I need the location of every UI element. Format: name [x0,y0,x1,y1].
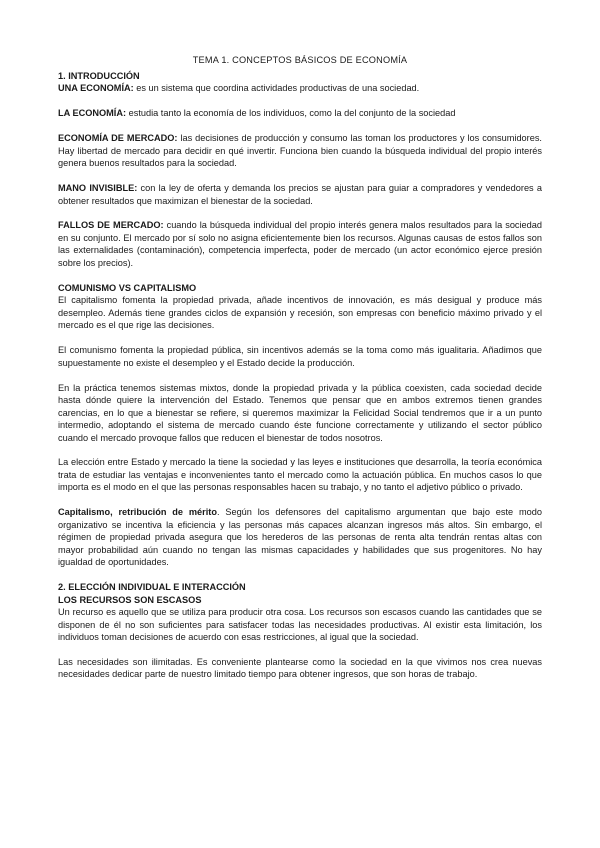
paragraph-economia-de-mercado [58,132,542,170]
paragraph-sistemas-mixtos: En la práctica tenemos sistemas mixtos, donde la propiedad privada y la pública coexisten, cada sociedad decide hasta dónde quiere la intervención del Estado. Tenemos que pensar que en ambos extremos tienen grandes carencias, en lo que a bienestar se refiere, si queremos maximizar la Felicidad Social tendremos que ir a un punto intermedio, adoptando el sistema de mercado cuando éste funcione correctamente y utilizando el sector público cuando el mercado provoque fallos que reducen el bienestar de todos nosotros. [58,382,542,443]
paragraph-fallos-de-mercado [58,219,542,269]
paragraph-mano-invisible [58,182,542,207]
paragraph-la-economia [58,107,542,120]
paragraph-eleccion-estado-mercado: La elección entre Estado y mercado la tiene la sociedad y las leyes e instituciones que desarrolla, la teoría económica trata de estudiar las ventajas e inconvenientes tanto el mercado como la actuación pública. En muchos casos lo que importa es el modo en el que las personas responsables hacen su trabajo, y no tanto el adjetivo público o privado. [58,457,542,493]
paragraph-necesidades: Las necesidades son ilimitadas. Es conveniente plantearse como la sociedad en la que vivimos nos crea nuevas necesidades dedicar parte de nuestro limitado tiempo para obtener ingresos, que son horas de trabajo. [58,656,542,680]
paragraph-recursos: Un recurso es aquello que se utiliza para producir otra cosa. Los recursos son escasos cuando las cantidades que se disponen de él no son suficientes para satisfacer todas las necesidades productivas. Al existir esta limitación, los individuos toman decisiones de acuerdo con esas restricciones, al igual que la sociedad. [58,607,542,643]
definition-text: cuando la búsqueda individual del propio interés genera malos resultados para la sociedad en su conjunto. El mercado por sí solo no asigna eficientemente bien los recursos. Algunas causas de estos fallos son las externalidades (contaminación), competencia imperfecta, poder de mercado (un actor económico ejerce presión sobre los precios). [58,220,542,268]
section-heading-introduccion: 1. INTRODUCCIÓN [58,71,140,81]
paragraph-capitalismo: El capitalismo fomenta la propiedad privada, añade incentivos de innovación, es más desigual y produce más desempleo. Además tiene grandes ciclos de expansión y recesión, son empresas con beneficio máximo privado y el mercado es el que rige las decisiones. [58,295,542,331]
term-capitalismo-merito: Capitalismo, retribución de mérito [58,507,217,518]
subsection-heading-recursos-escasos: LOS RECURSOS SON ESCASOS [58,594,202,605]
definition-text: es un sistema que coordina actividades productivas de una sociedad. [133,83,420,94]
definition-text: con la ley de oferta y demanda los precios se ajustan para guiar a compradores y vendedores a obtener resultados que maximizan el bienestar de la sociedad. [58,183,543,206]
section-heading-eleccion-individual: 2. ELECCIÓN INDIVIDUAL E INTERACCIÓN [58,582,246,593]
document-title: TEMA 1. CONCEPTOS BÁSICOS DE ECONOMÍA [192,55,408,65]
subsection-heading-comunismo-vs-capitalismo: COMUNISMO VS CAPITALISMO [58,282,197,293]
term-mano-invisible: MANO INVISIBLE: [58,183,138,194]
definition-text: las decisiones de producción y consumo las toman los productores y los consumidores. Hay libertad de mercado para decidir en qué invertir. Funciona bien cuando la búsqueda individual del propio interés genera buenos resultados para la sociedad. [58,133,542,169]
definition-text: estudia tanto la economía de los individuos, como la del conjunto de la sociedad [126,108,456,119]
term-la-economia: LA ECONOMÍA: [58,108,127,119]
term-una-economia: UNA ECONOMÍA: [58,83,134,94]
paragraph-una-economia [58,82,542,95]
term-economia-de-mercado: ECONOMÍA DE MERCADO: [58,133,178,144]
term-fallos-de-mercado: FALLOS DE MERCADO: [58,220,164,231]
definition-text: . Según los defensores del capitalismo argumentan que bajo este modo organizativo se incentiva la eficiencia y las personas más capaces alcanzan ingresos más altos. Sin embargo, el régimen de propiedad privada asegura que los herederos de las personas de renta alta tendrán rentas altas con mayor probabilidad aún cuando no tengan las mismas capacidades y habilidades que sus progenitores. No hay igualdad de oportunidades. [58,507,542,568]
paragraph-comunismo: El comunismo fomenta la propiedad pública, sin incentivos además se la toma como más igualitaria. Añadimos que supuestamente no existe el desempleo y el Estado decide la producción. [58,345,542,368]
paragraph-capitalismo-merito [58,506,542,569]
